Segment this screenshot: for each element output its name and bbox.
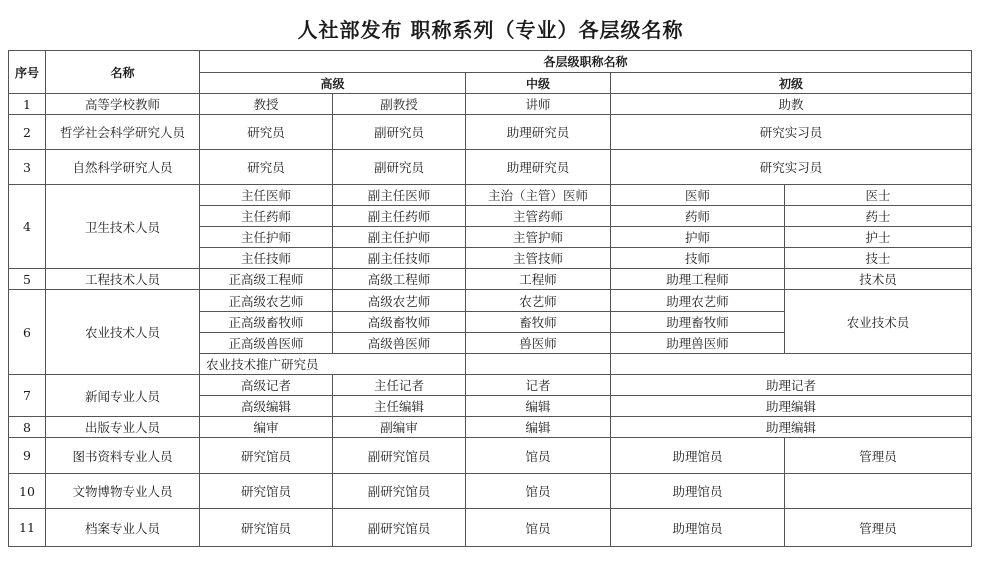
cell: 主任药师 [200, 206, 333, 227]
cell: 副研究馆员 [333, 438, 466, 474]
cell: 畜牧师 [466, 312, 611, 333]
cell: 高级农艺师 [333, 290, 466, 312]
cell: 药士 [785, 206, 972, 227]
row-name: 出版专业人员 [46, 417, 200, 438]
cell: 高级记者 [200, 375, 333, 396]
cell: 馆员 [466, 509, 611, 547]
row-name: 哲学社会科学研究人员 [46, 115, 200, 150]
cell: 高级畜牧师 [333, 312, 466, 333]
cell: 助理畜牧师 [611, 312, 785, 333]
row-name: 农业技术人员 [46, 290, 200, 375]
cell: 助理工程师 [611, 269, 785, 290]
cell: 副研究员 [333, 115, 466, 150]
cell: 药师 [611, 206, 785, 227]
cell: 助理馆员 [611, 438, 785, 474]
cell: 研究员 [200, 150, 333, 185]
cell: 技术员 [785, 269, 972, 290]
cell: 主管护师 [466, 227, 611, 248]
cell: 管理员 [785, 438, 972, 474]
cell: 助教 [611, 94, 972, 115]
row-name: 档案专业人员 [46, 509, 200, 547]
cell: 研究馆员 [200, 438, 333, 474]
cell: 主治（主管）医师 [466, 185, 611, 206]
cell: 兽医师 [466, 333, 611, 354]
cell: 教授 [200, 94, 333, 115]
table-row [9, 185, 972, 206]
row-seq: 10 [9, 474, 46, 509]
cell: 高级兽医师 [333, 333, 466, 354]
cell: 高级工程师 [333, 269, 466, 290]
cell: 正高级农艺师 [200, 290, 333, 312]
cell: 高级编辑 [200, 396, 333, 417]
cell: 编辑 [466, 396, 611, 417]
table-row [9, 438, 972, 474]
cell: 正高级工程师 [200, 269, 333, 290]
header-row [9, 51, 972, 73]
cell: 助理编辑 [611, 417, 972, 438]
cell [785, 474, 972, 509]
cell: 主管技师 [466, 248, 611, 269]
cell [611, 354, 972, 375]
cell: 讲师 [466, 94, 611, 115]
table-row [9, 269, 972, 290]
cell: 编辑 [466, 417, 611, 438]
row-seq: 8 [9, 417, 46, 438]
cell: 主任记者 [333, 375, 466, 396]
cell: 副主任技师 [333, 248, 466, 269]
table-row [9, 417, 972, 438]
row-seq: 6 [9, 290, 46, 375]
cell: 副研究馆员 [333, 474, 466, 509]
cell: 农业技术员 [785, 290, 972, 354]
row-name: 卫生技术人员 [46, 185, 200, 269]
row-seq: 4 [9, 185, 46, 269]
row-seq: 1 [9, 94, 46, 115]
row-name: 文物博物专业人员 [46, 474, 200, 509]
cell: 主管药师 [466, 206, 611, 227]
row-seq: 2 [9, 115, 46, 150]
header-seq: 序号 [9, 51, 46, 94]
cell: 主任技师 [200, 248, 333, 269]
table-row [9, 375, 972, 396]
cell: 助理馆员 [611, 474, 785, 509]
cell: 医师 [611, 185, 785, 206]
cell: 研究馆员 [200, 509, 333, 547]
cell: 副研究员 [333, 150, 466, 185]
row-seq: 5 [9, 269, 46, 290]
table-row [9, 509, 972, 547]
cell: 助理农艺师 [611, 290, 785, 312]
cell: 正高级畜牧师 [200, 312, 333, 333]
header-middle: 中级 [466, 73, 611, 94]
cell: 护师 [611, 227, 785, 248]
cell: 副教授 [333, 94, 466, 115]
header-junior: 初级 [611, 73, 972, 94]
cell: 主任编辑 [333, 396, 466, 417]
cell: 技师 [611, 248, 785, 269]
cell: 工程师 [466, 269, 611, 290]
table-row [9, 474, 972, 509]
cell: 馆员 [466, 474, 611, 509]
cell: 护士 [785, 227, 972, 248]
row-seq: 3 [9, 150, 46, 185]
row-name: 自然科学研究人员 [46, 150, 200, 185]
cell: 技士 [785, 248, 972, 269]
cell: 农业技术推广研究员 [200, 354, 466, 375]
header-levels: 各层级职称名称 [200, 51, 972, 73]
cell: 副主任药师 [333, 206, 466, 227]
row-name: 高等学校教师 [46, 94, 200, 115]
cell: 记者 [466, 375, 611, 396]
cell: 助理研究员 [466, 115, 611, 150]
cell: 正高级兽医师 [200, 333, 333, 354]
cell: 副主任医师 [333, 185, 466, 206]
cell: 研究馆员 [200, 474, 333, 509]
cell: 馆员 [466, 438, 611, 474]
cell: 编审 [200, 417, 333, 438]
row-seq: 9 [9, 438, 46, 474]
row-name: 工程技术人员 [46, 269, 200, 290]
cell: 副主任护师 [333, 227, 466, 248]
page-title: 人社部发布 职称系列（专业）各层级名称 [297, 18, 684, 42]
cell: 研究员 [200, 115, 333, 150]
cell: 研究实习员 [611, 115, 972, 150]
table-row [9, 94, 972, 115]
table-row [9, 150, 972, 185]
header-name: 名称 [46, 51, 200, 94]
cell: 助理兽医师 [611, 333, 785, 354]
cell [466, 354, 611, 375]
cell: 副编审 [333, 417, 466, 438]
cell: 农艺师 [466, 290, 611, 312]
row-seq: 11 [9, 509, 46, 547]
cell: 副研究馆员 [333, 509, 466, 547]
row-name: 新闻专业人员 [46, 375, 200, 417]
cell: 主任医师 [200, 185, 333, 206]
row-seq: 7 [9, 375, 46, 417]
table-row [9, 290, 972, 312]
cell: 助理记者 [611, 375, 972, 396]
title-table [8, 50, 972, 547]
cell: 管理员 [785, 509, 972, 547]
cell: 助理研究员 [466, 150, 611, 185]
cell: 助理馆员 [611, 509, 785, 547]
cell: 研究实习员 [611, 150, 972, 185]
table-row [9, 115, 972, 150]
row-name: 图书资料专业人员 [46, 438, 200, 474]
cell: 医士 [785, 185, 972, 206]
cell: 助理编辑 [611, 396, 972, 417]
header-senior: 高级 [200, 73, 466, 94]
cell: 主任护师 [200, 227, 333, 248]
